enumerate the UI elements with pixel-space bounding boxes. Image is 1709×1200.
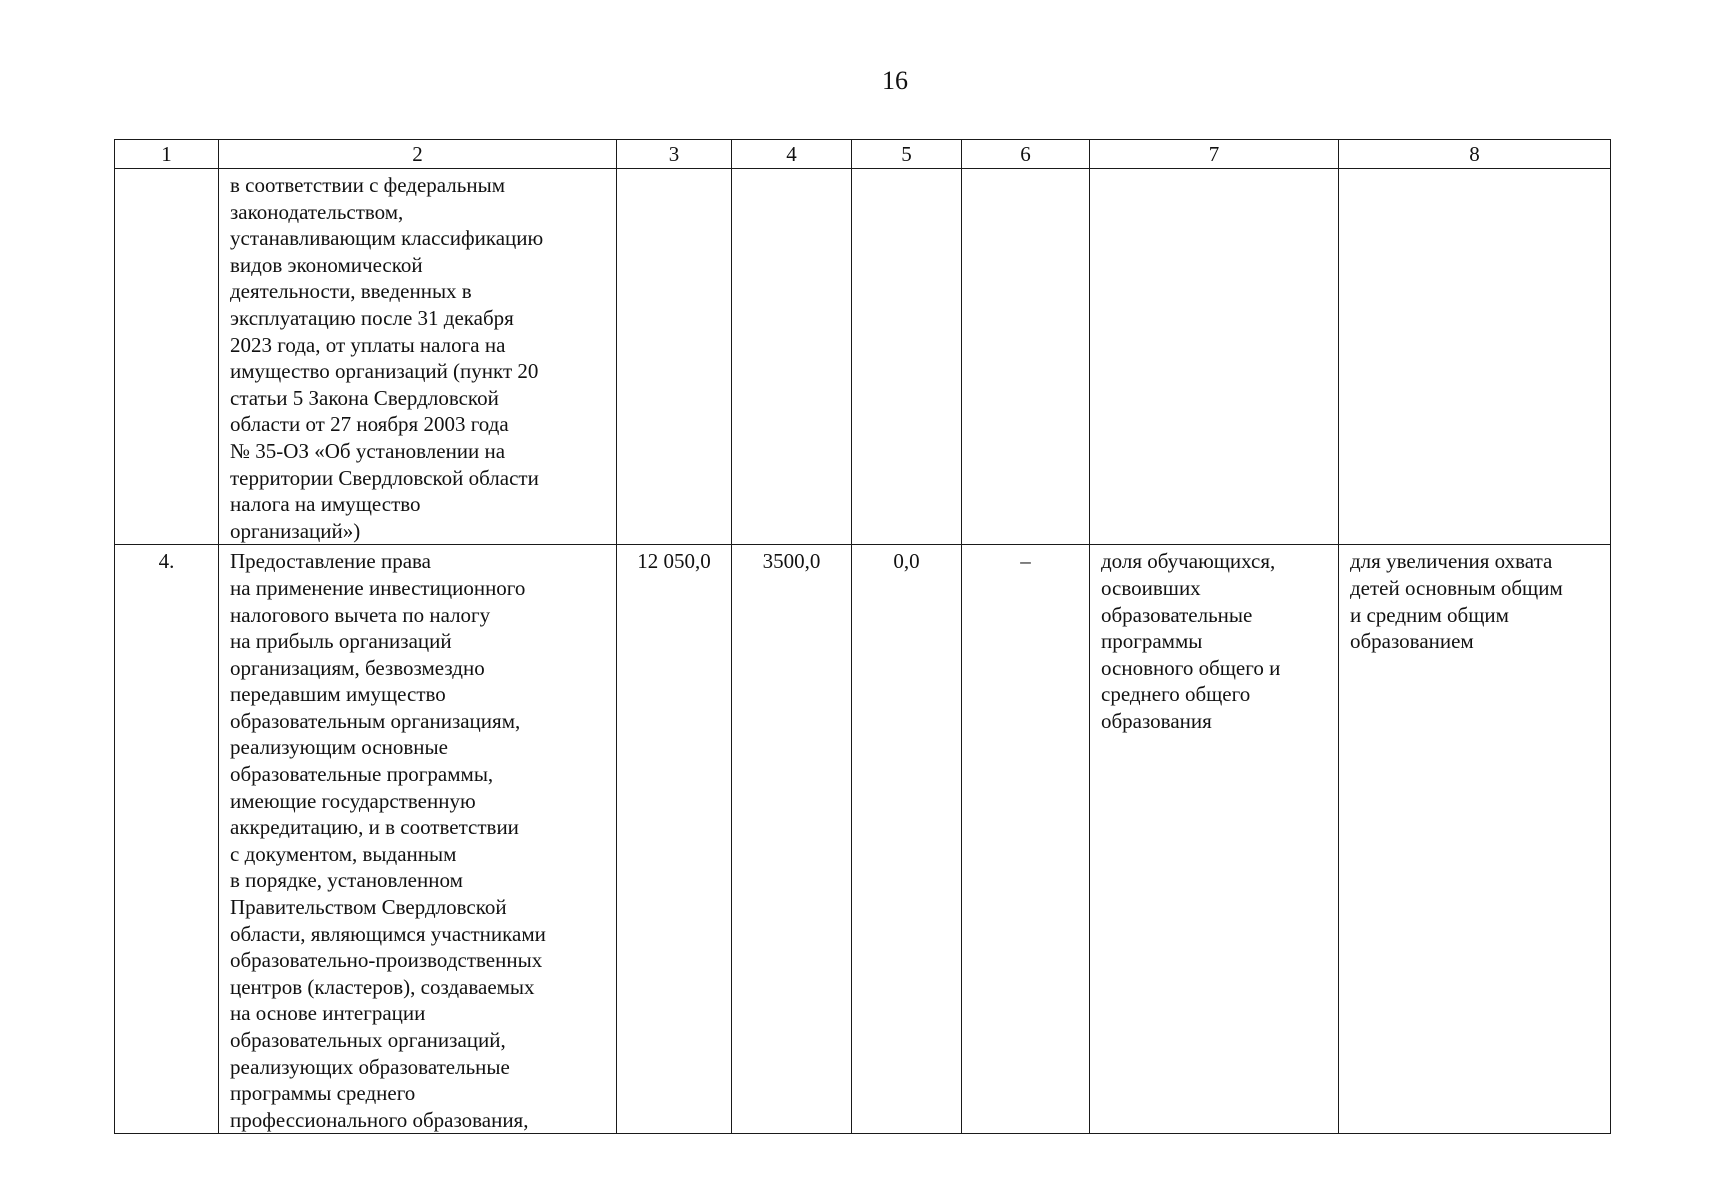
value-cell-4	[732, 545, 852, 1134]
value-col5: 0,0	[893, 549, 920, 574]
description-cell	[219, 545, 617, 1134]
value-cell-6	[962, 169, 1090, 545]
table-header-row	[115, 140, 1611, 169]
value-col4: 3500,0	[762, 549, 821, 574]
column-header-2: 2	[219, 140, 617, 169]
goal-cell	[1339, 545, 1611, 1134]
row-number: 4.	[158, 549, 175, 574]
value-cell-3	[617, 545, 732, 1134]
row-number-cell	[115, 169, 219, 545]
table-row	[115, 169, 1611, 545]
column-header-1: 1	[115, 140, 219, 169]
description-text: Предоставление права на применение инвестиционного налогового вычета по налогу на прибыль организаций организациям, безвозмездно передавшим имущество образовательным организациям, реализующим основные образовательные программы, имеющие государственную аккредитацию, и в соответствии с документом, выданным в порядке, установленном Правительством Свердловской области, являющимся участниками образовательно-производственных центров (кластеров), создаваемых на основе интеграции образовательных организаций, реализующих образовательные программы среднего профессионального образования,	[230, 549, 546, 1132]
benefits-table	[114, 139, 1611, 1134]
description-text: в соответствии с федеральным законодательством, устанавливающим классификацию видов экономической деятельности, введенных в эксплуатацию после 31 декабря 2023 года, от уплаты налога на имущество организаций (пункт 20 статьи 5 Закона Свердловской области от 27 ноября 2003 года № 35-ОЗ «Об установлении на территории Свердловской области налога на имущество организаций»)	[230, 173, 544, 543]
column-header-5: 5	[852, 140, 962, 169]
value-cell-5	[852, 169, 962, 545]
column-header-3: 3	[617, 140, 732, 169]
value-cell-3	[617, 169, 732, 545]
indicator-cell	[1090, 169, 1339, 545]
value-col3: 12 050,0	[637, 549, 711, 574]
goal-text: для увеличения охвата детей основным общим и средним общим образованием	[1350, 549, 1563, 654]
page-number: 16	[882, 66, 908, 95]
row-number	[115, 169, 218, 172]
value-cell-5	[852, 545, 962, 1134]
description-cell	[219, 169, 617, 545]
table-row	[115, 545, 1611, 1134]
value-cell-6	[962, 545, 1090, 1134]
indicator-cell	[1090, 545, 1339, 1134]
column-header-8: 8	[1339, 140, 1611, 169]
goal-cell	[1339, 169, 1611, 545]
row-number-cell	[115, 545, 219, 1134]
value-col6: –	[1020, 549, 1031, 574]
column-header-4: 4	[732, 140, 852, 169]
column-header-6: 6	[962, 140, 1090, 169]
value-cell-4	[732, 169, 852, 545]
column-header-7: 7	[1090, 140, 1339, 169]
indicator-text: доля обучающихся, освоивших образовательные программы основного общего и среднего общего образования	[1101, 549, 1281, 733]
